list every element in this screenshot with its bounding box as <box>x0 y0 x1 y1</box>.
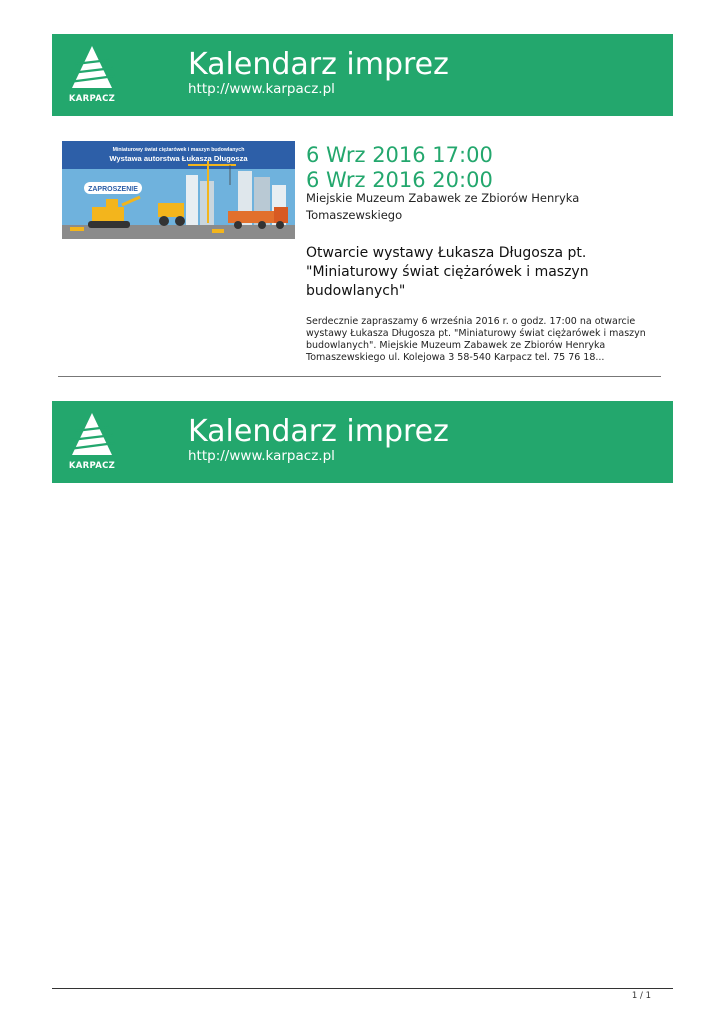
poster-heading-small: Miniaturowy świat ciężarówek i maszyn budowlanych <box>112 147 245 153</box>
karpacz-logo <box>66 411 118 473</box>
karpacz-logo <box>66 44 118 106</box>
mountain-logo-icon <box>66 44 118 94</box>
event-description: Serdecznie zapraszamy 6 września 2016 r. o godz. 17:00 na otwarcie wystawy Łukasza Długosza pt. "Miniaturowy świat ciężarówek i maszyn budowlanych". Miejskie Muzeum Zabawek ze Zbiorów Henryka Tomaszewskiego ul. Kolejowa 3 58-540 Karpacz tel. 75 76 18... <box>306 316 646 363</box>
poster-heading-large: Wystawa autorstwa Łukasza Długosza <box>109 154 248 163</box>
event-start-date: 6 Wrz 2016 17:00 <box>306 143 493 167</box>
mountain-logo-icon <box>66 411 118 461</box>
logo-text: KARPACZ <box>68 461 116 471</box>
event-end-date: 6 Wrz 2016 20:00 <box>306 168 493 192</box>
banner-url-link[interactable]: http://www.karpacz.pl <box>188 81 335 97</box>
section-divider <box>58 376 661 377</box>
header-banner <box>52 34 673 116</box>
banner-title: Kalendarz imprez <box>188 47 449 82</box>
footer-rule <box>52 988 673 989</box>
banner-url-link[interactable]: http://www.karpacz.pl <box>188 448 335 464</box>
poster-badge: ZAPROSZENIE <box>88 186 138 193</box>
event-location: Miejskie Muzeum Zabawek ze Zbiorów Henryka Tomaszewskiego <box>306 191 580 222</box>
page-number: 1 / 1 <box>631 991 651 1001</box>
banner-title: Kalendarz imprez <box>188 414 449 449</box>
event-poster-image[interactable] <box>62 141 295 239</box>
logo-text: KARPACZ <box>68 94 116 104</box>
event-title-link[interactable]: Otwarcie wystawy Łukasza Długosza pt. "Miniaturowy świat ciężarówek i maszyn budowlanych" <box>306 245 589 299</box>
header-banner-repeat <box>52 401 673 483</box>
